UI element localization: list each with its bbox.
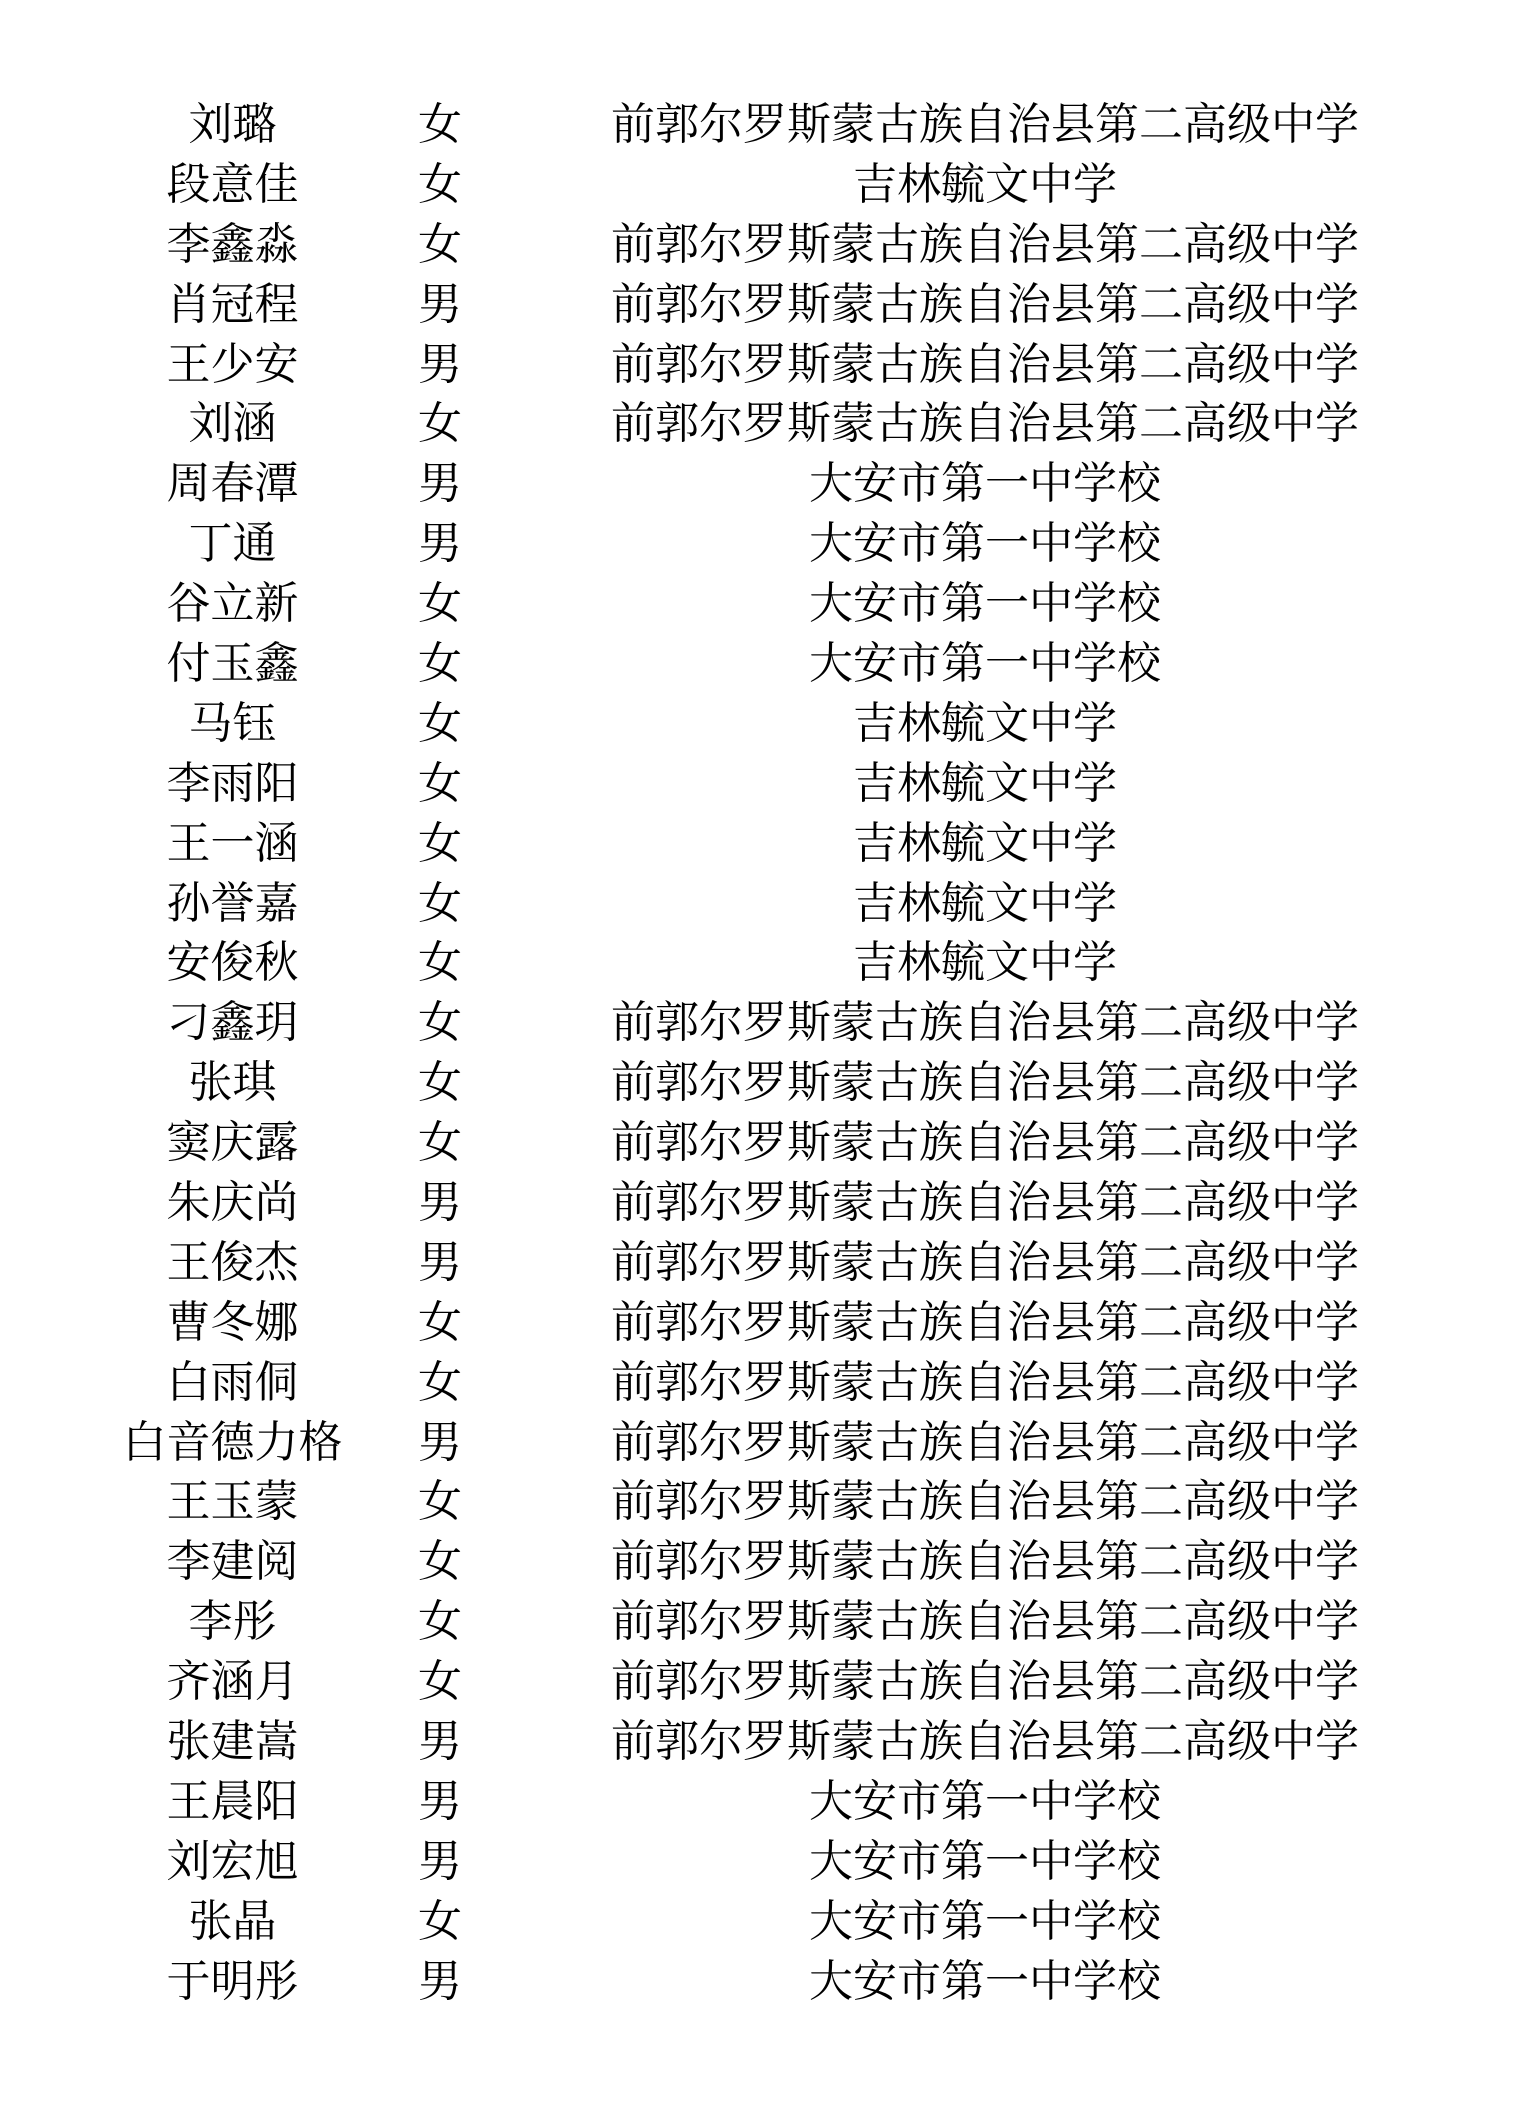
- student-name: 安俊秋: [166, 937, 299, 989]
- roster-row: [0, 1532, 1522, 1592]
- student-name: 王晨阳: [166, 1775, 299, 1827]
- roster-row: [0, 1293, 1522, 1353]
- student-gender: 女: [418, 697, 462, 749]
- roster-row: [0, 335, 1522, 395]
- roster-row: [0, 1113, 1522, 1173]
- student-gender: 女: [418, 218, 462, 270]
- roster-row: [0, 1952, 1522, 2012]
- student-gender: 女: [418, 757, 462, 809]
- roster-row: [0, 1173, 1522, 1233]
- student-school: 前郭尔罗斯蒙古族自治县第二高级中学: [611, 99, 1359, 150]
- student-gender: 女: [418, 937, 462, 989]
- student-name: 段意佳: [166, 158, 299, 210]
- student-name: 刘涵: [188, 398, 277, 450]
- roster-row: [0, 933, 1522, 993]
- student-school: 前郭尔罗斯蒙古族自治县第二高级中学: [611, 1236, 1359, 1288]
- student-school: 大安市第一中学校: [809, 518, 1161, 570]
- student-name: 刘璐: [188, 99, 277, 150]
- student-school: 前郭尔罗斯蒙古族自治县第二高级中学: [611, 1117, 1359, 1169]
- roster-row: [0, 1592, 1522, 1652]
- student-name: 李建阅: [166, 1536, 299, 1588]
- roster-row: [0, 1892, 1522, 1952]
- roster-row: [0, 1832, 1522, 1892]
- student-school: 吉林毓文中学: [853, 937, 1117, 989]
- student-school: 大安市第一中学校: [809, 578, 1161, 630]
- student-gender: 女: [418, 1356, 462, 1408]
- roster-row: [0, 394, 1522, 454]
- student-school: 前郭尔罗斯蒙古族自治县第二高级中学: [611, 1656, 1359, 1708]
- student-name: 周春潭: [166, 458, 299, 510]
- student-gender: 男: [418, 1236, 462, 1288]
- roster-row: [0, 874, 1522, 934]
- student-school: 前郭尔罗斯蒙古族自治县第二高级中学: [611, 1416, 1359, 1468]
- student-school: 前郭尔罗斯蒙古族自治县第二高级中学: [611, 338, 1359, 390]
- roster-row: [0, 993, 1522, 1053]
- roster-row: [0, 1472, 1522, 1532]
- student-name: 于明彤: [166, 1955, 299, 2007]
- roster-row: [0, 95, 1522, 155]
- student-name: 刁鑫玥: [166, 997, 299, 1049]
- student-gender: 女: [418, 638, 462, 690]
- student-gender: 男: [418, 1177, 462, 1229]
- student-school: 吉林毓文中学: [853, 158, 1117, 210]
- roster-row: [0, 454, 1522, 514]
- roster-row: [0, 574, 1522, 634]
- student-school: 大安市第一中学校: [809, 458, 1161, 510]
- student-school: 前郭尔罗斯蒙古族自治县第二高级中学: [611, 1296, 1359, 1348]
- student-name: 王少安: [166, 338, 299, 390]
- roster-row: [0, 1772, 1522, 1832]
- student-school: 前郭尔罗斯蒙古族自治县第二高级中学: [611, 1057, 1359, 1109]
- student-name: 张琪: [188, 1057, 277, 1109]
- student-name: 朱庆尚: [166, 1177, 299, 1229]
- roster-row: [0, 275, 1522, 335]
- student-school: 前郭尔罗斯蒙古族自治县第二高级中学: [611, 1177, 1359, 1229]
- student-name: 李鑫淼: [166, 218, 299, 270]
- student-name: 曹冬娜: [166, 1296, 299, 1348]
- student-name: 孙誉嘉: [166, 877, 299, 929]
- student-school: 前郭尔罗斯蒙古族自治县第二高级中学: [611, 218, 1359, 270]
- student-gender: 男: [418, 1716, 462, 1768]
- student-name: 马钰: [188, 697, 277, 749]
- roster-row: [0, 1233, 1522, 1293]
- student-gender: 女: [418, 398, 462, 450]
- student-gender: 女: [418, 997, 462, 1049]
- student-gender: 女: [418, 158, 462, 210]
- student-gender: 女: [418, 1057, 462, 1109]
- roster-row: [0, 694, 1522, 754]
- student-name: 齐涵月: [166, 1656, 299, 1708]
- student-school: 大安市第一中学校: [809, 1955, 1161, 2007]
- student-school: 大安市第一中学校: [809, 1775, 1161, 1827]
- roster-row: [0, 155, 1522, 215]
- roster-row: [0, 1353, 1522, 1413]
- student-name: 白雨侗: [166, 1356, 299, 1408]
- roster-row: [0, 634, 1522, 694]
- student-school: 前郭尔罗斯蒙古族自治县第二高级中学: [611, 1536, 1359, 1588]
- student-gender: 女: [418, 877, 462, 929]
- student-name: 肖冠程: [166, 278, 299, 330]
- student-name: 王俊杰: [166, 1236, 299, 1288]
- student-school: 大安市第一中学校: [809, 638, 1161, 690]
- student-gender: 女: [418, 1656, 462, 1708]
- student-gender: 女: [418, 817, 462, 869]
- roster-row: [0, 215, 1522, 275]
- student-school: 前郭尔罗斯蒙古族自治县第二高级中学: [611, 997, 1359, 1049]
- roster-row: [0, 514, 1522, 574]
- student-gender: 男: [418, 338, 462, 390]
- student-school: 前郭尔罗斯蒙古族自治县第二高级中学: [611, 1716, 1359, 1768]
- student-school: 前郭尔罗斯蒙古族自治县第二高级中学: [611, 1356, 1359, 1408]
- student-name: 张建嵩: [166, 1716, 299, 1768]
- student-school: 吉林毓文中学: [853, 757, 1117, 809]
- student-school: 前郭尔罗斯蒙古族自治县第二高级中学: [611, 1476, 1359, 1528]
- student-name: 白音德力格: [122, 1416, 343, 1468]
- student-gender: 男: [418, 458, 462, 510]
- student-name: 王一涵: [166, 817, 299, 869]
- student-name: 李雨阳: [166, 757, 299, 809]
- student-gender: 女: [418, 1476, 462, 1528]
- student-gender: 男: [418, 518, 462, 570]
- student-school: 前郭尔罗斯蒙古族自治县第二高级中学: [611, 1596, 1359, 1648]
- roster-row: [0, 1652, 1522, 1712]
- student-name: 窦庆露: [166, 1117, 299, 1169]
- student-gender: 女: [418, 1117, 462, 1169]
- student-gender: 男: [418, 278, 462, 330]
- student-gender: 男: [418, 1416, 462, 1468]
- roster-row: [0, 814, 1522, 874]
- student-school: 吉林毓文中学: [853, 697, 1117, 749]
- student-name: 张晶: [188, 1895, 277, 1947]
- student-school: 吉林毓文中学: [853, 877, 1117, 929]
- student-gender: 女: [418, 1536, 462, 1588]
- student-gender: 女: [418, 1596, 462, 1648]
- student-school: 前郭尔罗斯蒙古族自治县第二高级中学: [611, 398, 1359, 450]
- student-gender: 女: [418, 99, 462, 150]
- student-gender: 男: [418, 1775, 462, 1827]
- roster-row: [0, 1053, 1522, 1113]
- student-school: 前郭尔罗斯蒙古族自治县第二高级中学: [611, 278, 1359, 330]
- student-name: 丁通: [188, 518, 277, 570]
- student-name: 刘宏旭: [166, 1835, 299, 1887]
- student-gender: 女: [418, 1895, 462, 1947]
- student-name: 付玉鑫: [166, 638, 299, 690]
- student-name: 谷立新: [166, 578, 299, 630]
- student-gender: 男: [418, 1955, 462, 2007]
- student-school: 大安市第一中学校: [809, 1835, 1161, 1887]
- student-gender: 男: [418, 1835, 462, 1887]
- roster-row: [0, 754, 1522, 814]
- roster-row: [0, 1413, 1522, 1473]
- student-school: 大安市第一中学校: [809, 1895, 1161, 1947]
- student-roster: [0, 95, 1522, 2012]
- student-school: 吉林毓文中学: [853, 817, 1117, 869]
- roster-row: [0, 1712, 1522, 1772]
- student-gender: 女: [418, 578, 462, 630]
- student-gender: 女: [418, 1296, 462, 1348]
- student-name: 李彤: [188, 1596, 277, 1648]
- student-name: 王玉蒙: [166, 1476, 299, 1528]
